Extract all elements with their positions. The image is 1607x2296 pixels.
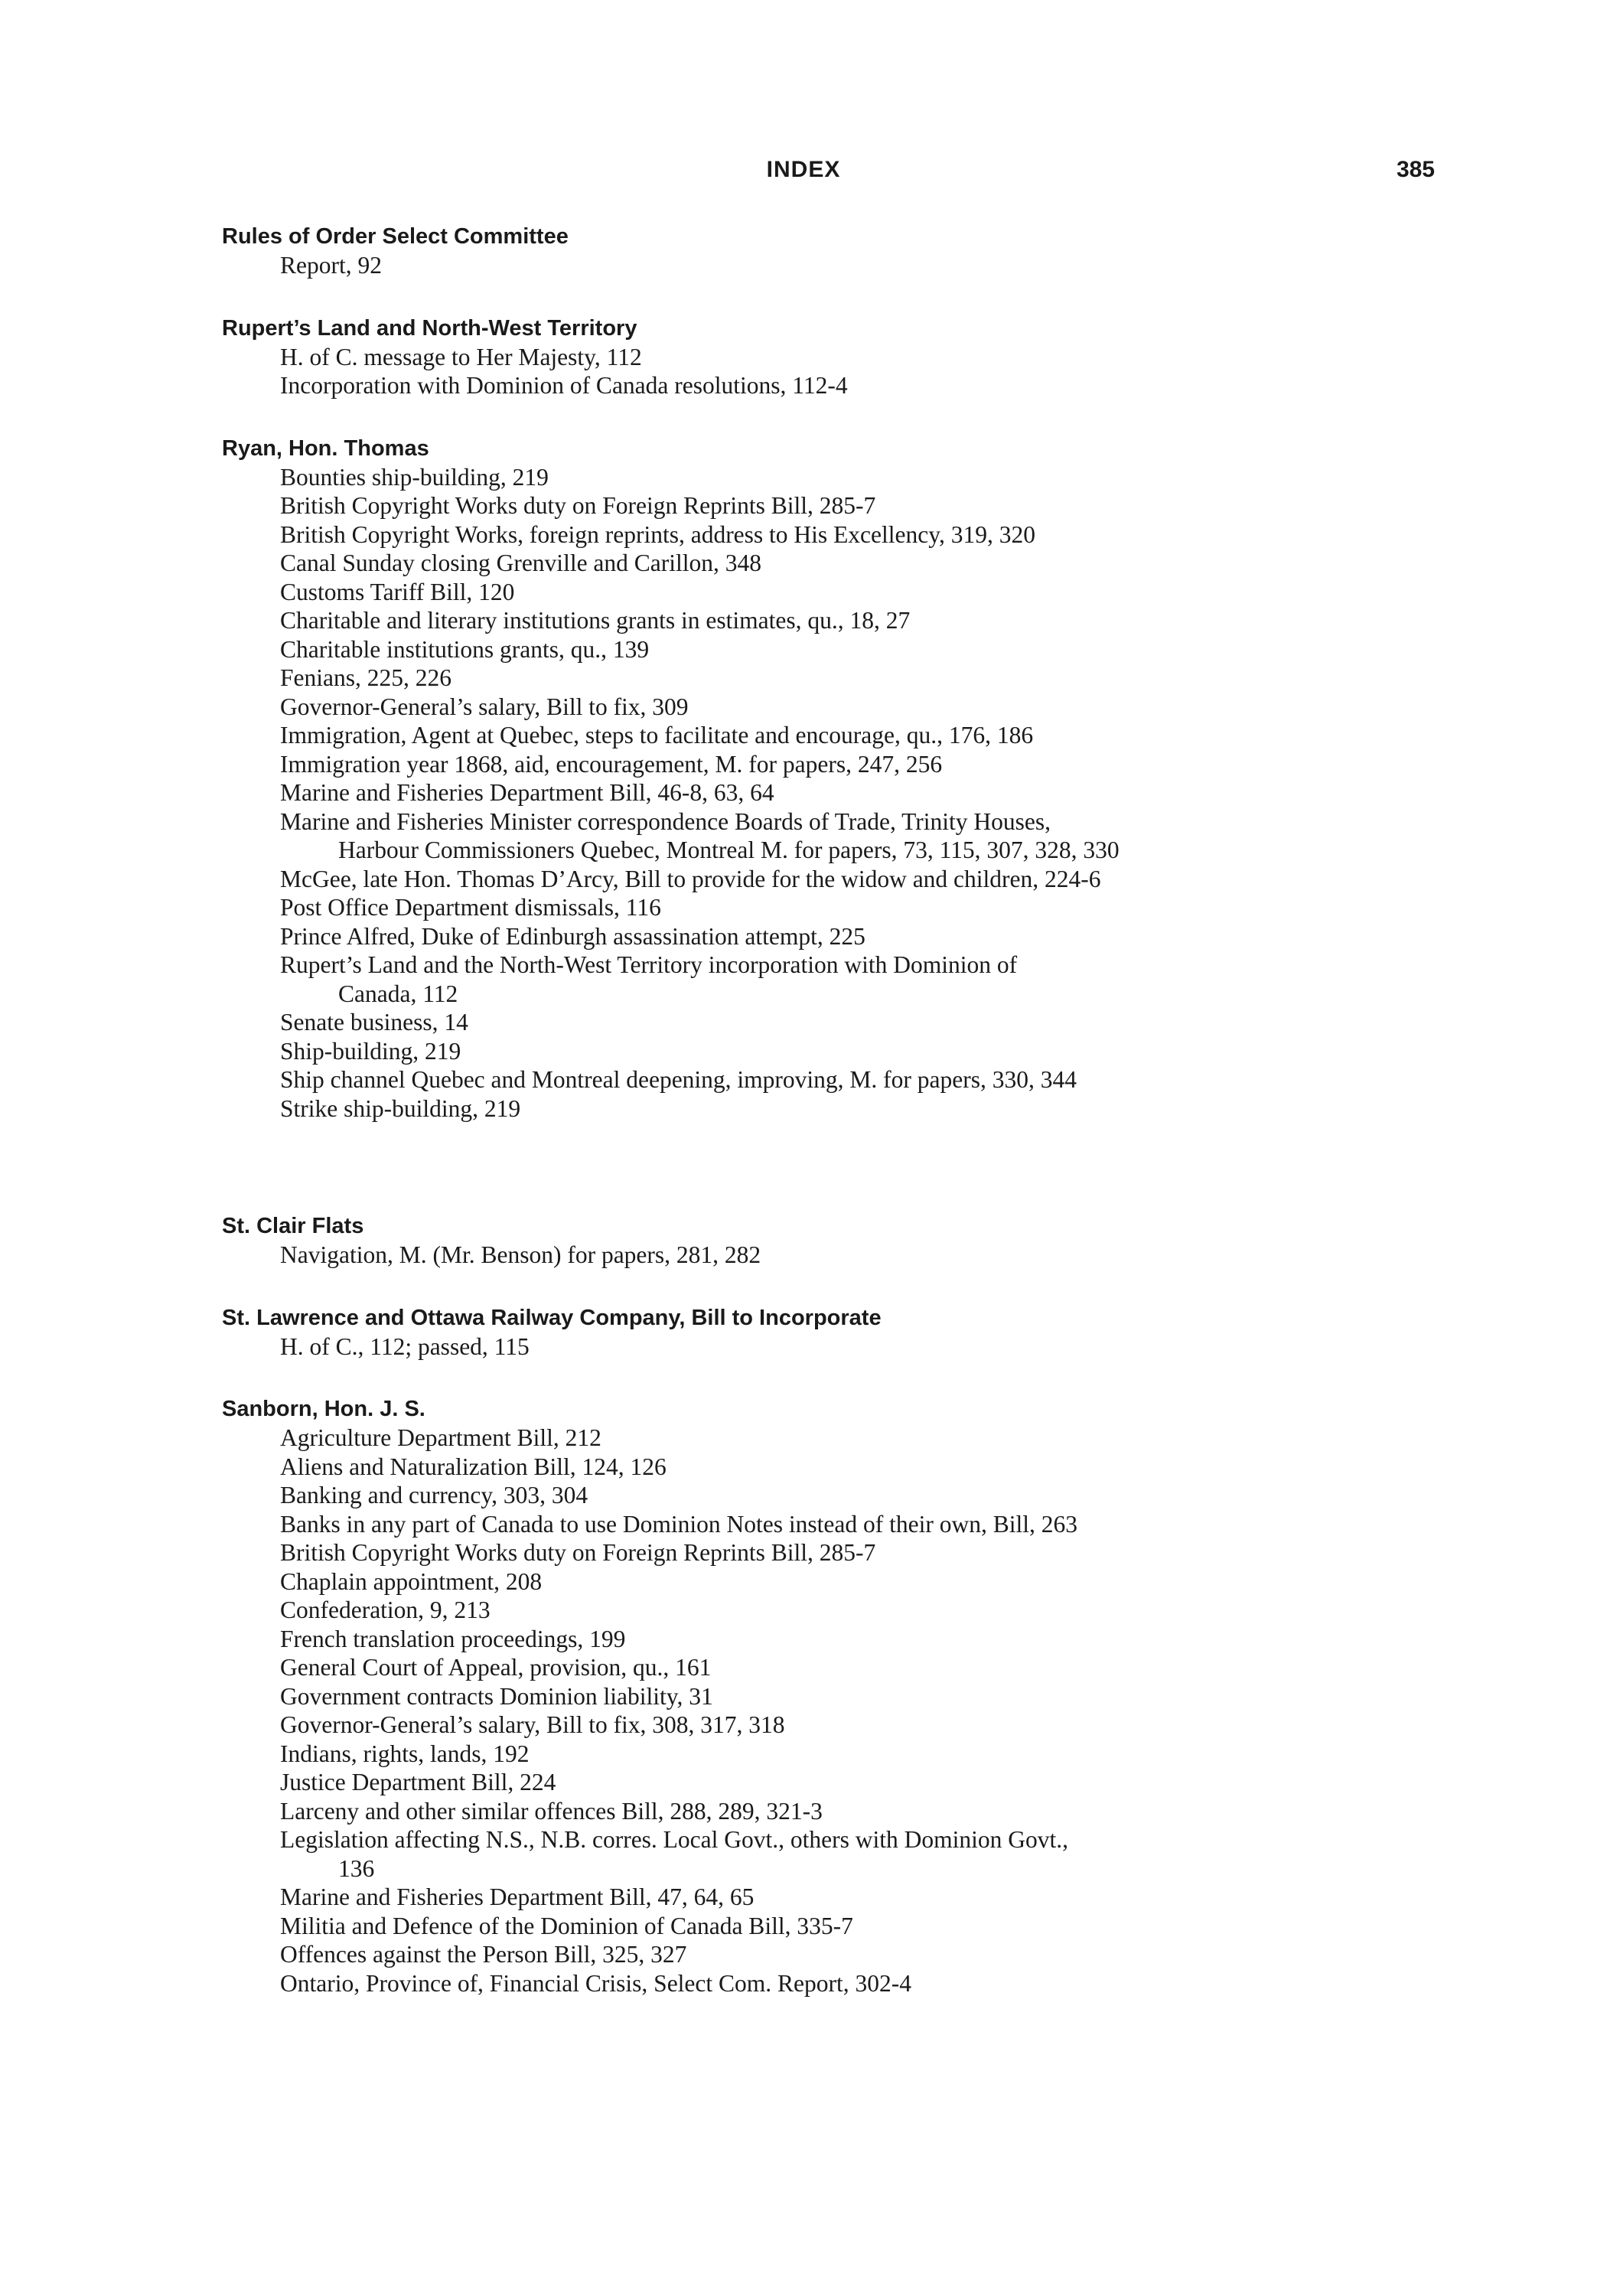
entry-subitem: Indians, rights, lands, 192 [280, 1740, 530, 1767]
entry-subitem: Fenians, 225, 226 [280, 664, 451, 691]
entry-subitem: Ship-building, 219 [280, 1037, 461, 1065]
entry-subitem: French translation proceedings, 199 [280, 1625, 626, 1652]
entry-subitem: Militia and Defence of the Dominion of Canada Bill, 335-7 [280, 1912, 853, 1939]
entry-subitem: Ontario, Province of, Financial Crisis, Select Com. Report, 302-4 [280, 1969, 911, 1997]
entry-subitem-continuation: 136 [338, 1854, 375, 1882]
entry-subitem: Marine and Fisheries Department Bill, 46-8, 63, 64 [280, 779, 774, 806]
entry-heading: Rules of Order Select Committee [222, 224, 569, 249]
entry-subitem: British Copyright Works duty on Foreign Reprints Bill, 285-7 [280, 492, 876, 519]
index-entry [222, 314, 1439, 400]
entry-subitem: Confederation, 9, 213 [280, 1596, 491, 1623]
entry-subitem: Marine and Fisheries Department Bill, 47, 64, 65 [280, 1883, 755, 1910]
entry-heading: St. Clair Flats [222, 1214, 364, 1238]
entry-subitem-continuation: Harbour Commissioners Quebec, Montreal M. for papers, 73, 115, 307, 328, 330 [338, 837, 1120, 863]
entry-heading: Ryan, Hon. Thomas [222, 435, 429, 461]
entry-subitem: Customs Tariff Bill, 120 [280, 578, 515, 605]
entry-subitem: Prince Alfred, Duke of Edinburgh assassination attempt, 225 [280, 922, 865, 950]
entry-subitem: Aliens and Naturalization Bill, 124, 126 [280, 1453, 667, 1480]
entry-subitem: Offences against the Person Bill, 325, 327 [280, 1941, 687, 1968]
entry-subitem: Governor-General’s salary, Bill to fix, 308, 317, 318 [280, 1711, 785, 1738]
entry-subitem: General Court of Appeal, provision, qu., 161 [280, 1654, 712, 1681]
index-body [222, 222, 1439, 1998]
entry-subitem: Government contracts Dominion liability, 31 [280, 1682, 713, 1710]
entry-subitem: McGee, late Hon. Thomas D’Arcy, Bill to provide for the widow and children, 224-6 [280, 865, 1101, 892]
entry-heading: Rupert’s Land and North-West Territory [222, 315, 637, 341]
index-entry [222, 1212, 1439, 1270]
entry-subitem: Chaplain appointment, 208 [280, 1567, 543, 1595]
entry-subitem: British Copyright Works, foreign reprints, address to His Excellency, 319, 320 [280, 520, 1035, 548]
entry-subitem: Immigration year 1868, aid, encouragement, M. for papers, 247, 256 [280, 750, 943, 778]
entry-subitem: Legislation affecting N.S., N.B. corres. Local Govt., others with Dominion Govt., [280, 1826, 1068, 1853]
page-header [0, 155, 1607, 185]
index-entry [222, 222, 1439, 280]
entry-subitem: Senate business, 14 [280, 1009, 468, 1035]
entry-subitem: Charitable institutions grants, qu., 139 [280, 635, 650, 663]
entry-subitem: Strike ship-building, 219 [280, 1094, 521, 1122]
entry-heading: Sanborn, Hon. J. S. [222, 1397, 425, 1421]
entry-subitem: Banking and currency, 303, 304 [280, 1482, 588, 1508]
entry-subitem: Navigation, M. (Mr. Benson) for papers, 281, 282 [280, 1241, 761, 1268]
index-entry [222, 1394, 1439, 1998]
entry-subitem: Banks in any part of Canada to use Dominion Notes instead of their own, Bill, 263 [280, 1510, 1077, 1538]
entry-subitem: Rupert’s Land and the North-West Territory incorporation with Dominion of [280, 951, 1018, 978]
entry-subitem: Ship channel Quebec and Montreal deepening, improving, M. for papers, 330, 344 [280, 1066, 1077, 1093]
entry-subitem: H. of C. message to Her Majesty, 112 [280, 343, 642, 370]
page-number: 385 [1396, 157, 1435, 182]
entry-subitem: Canal Sunday closing Grenville and Carillon, 348 [280, 550, 762, 576]
entry-subitem: Charitable and literary institutions grants in estimates, qu., 18, 27 [280, 607, 911, 634]
entry-heading: St. Lawrence and Ottawa Railway Company, Bill to Incorporate [222, 1305, 882, 1330]
entry-subitem: British Copyright Works duty on Foreign Reprints Bill, 285-7 [280, 1539, 876, 1566]
index-entry [222, 434, 1439, 1124]
entry-subitem: Immigration, Agent at Quebec, steps to facilitate and encourage, qu., 176, 186 [280, 722, 1034, 748]
entry-subitem: Agriculture Department Bill, 212 [280, 1424, 601, 1451]
entry-subitem: H. of C., 112; passed, 115 [280, 1332, 530, 1360]
index-entry [222, 1303, 1439, 1362]
entry-subitem: Marine and Fisheries Minister correspondence Boards of Trade, Trinity Houses, [280, 807, 1051, 835]
entry-subitem: Governor-General’s salary, Bill to fix, 309 [280, 693, 689, 720]
entry-subitem: Report, 92 [280, 252, 382, 279]
entry-subitem: Justice Department Bill, 224 [280, 1769, 556, 1795]
entry-subitem: Post Office Department dismissals, 116 [280, 894, 661, 921]
entry-subitem: Incorporation with Dominion of Canada resolutions, 112-4 [280, 372, 848, 399]
entry-subitem-continuation: Canada, 112 [338, 980, 458, 1007]
entry-subitem: Bounties ship-building, 219 [280, 463, 549, 491]
entry-subitem: Larceny and other similar offences Bill, 288, 289, 321-3 [280, 1797, 823, 1825]
page-title: INDEX [766, 157, 841, 182]
